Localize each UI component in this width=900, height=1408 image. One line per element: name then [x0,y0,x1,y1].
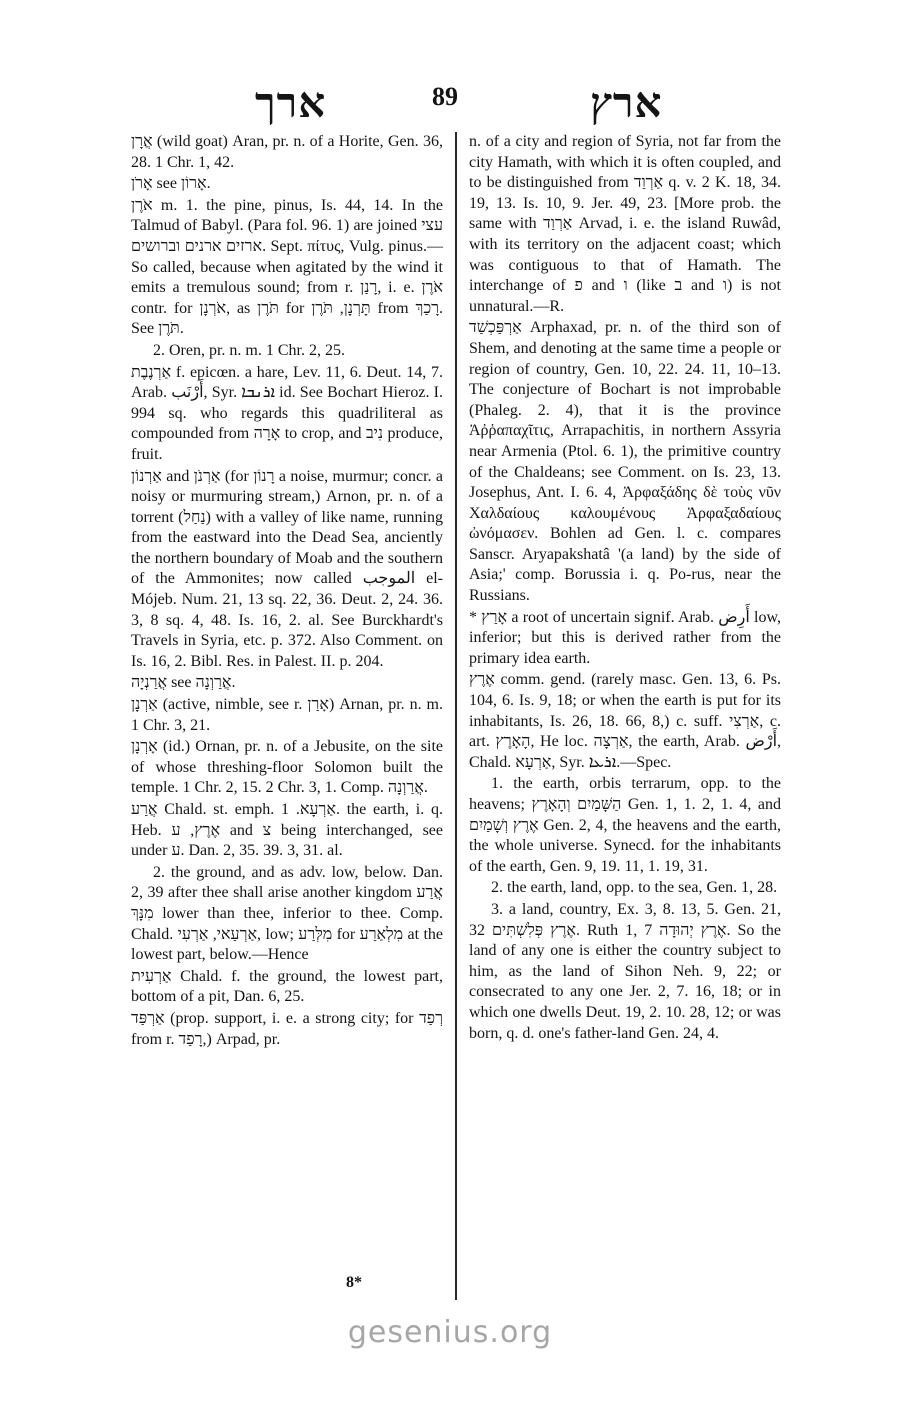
entry-araniah-see: אֲרַנְיָה see אֲרַוְנָה. [131,674,236,692]
entry-arnon: אַרְנוֹן and אַרְנֹן (for רָנוֹן a noise, murmur; concr. a noisy or murmuring stream,) Arnon, pr. n. of a torrent (נַחַל) with a valley of like name, running from the eastward into the Dead Sea, anciently the northern boundary of Moab and the southern of the Ammonites; now called الموجب el-Mójeb. Num. 21, 13 sq. 22, 36. Deut. 2, 24. 36. 3, 8 sq. 4, 48. Is. 16, 2. al. See Burckhardt's Travels in Syria, etc. p. 372. Also Comment. on Is. 16, 2. Bibl. Res. in Palest. II. p. 204. [131,467,444,670]
entry-erets-sense-2: 2. the earth, land, opp. to the sea, Gen. 1, 28. [491,879,778,897]
entry-oren: אֹרֶן m. 1. the pine, pinus, Is. 44, 14. In the Talmud of Babyl. (Para fol. 96. 1) are joined עצי ארזים ארנים וברושים. Sept. πίτυς, Vulg. pinus.—So called, because when agitated by the wind it emits a tremulous sound; from r. רָנַן, i. e. אֹרֶן contr. for אֹרְנָן, as תֹּרֶן for תָּרְנָן, תֹּרֶן from רָכַךְ. See תֹּרֶן. [131,196,444,338]
entry-arpad-continued: n. of a city and region of Syria, not far from the city Hamath, with which it is often coupled, and to be distinguished from אַרְוַד q. v. 2 K. 18, 34. 19, 13. Is. 10, 9. Jer. 49, 23. [More prob. the same with אַרְוַד Arvad, i. e. the island Ruwâd, with its territory on the adjacent coast; which was contiguous to that of Hamath. The interchange of פ and ו (like ב and ו) is not unnatural.—R. [469,133,782,315]
entry-arith-chald: אַרְעִית Chald. f. the ground, the lowest part, bottom of a pit, Dan. 6, 25. [131,967,443,1006]
entry-erets-sense-3: 3. a land, country, Ex. 3, 8. 13, 5. Gen. 21, 32 אֶרֶץ פְּלִשְׁתִּים. Ruth 1, 7 אֶרֶץ יְהוּדָה. So the land of any one is either the country subject to him, as the land of Sihon Neh. 9, 22; or consecrated to any one Jer. 2, 7. 16, 18; or in which one dwells Deut. 19, 2. 10. 28, 12; or was born, q. d. one's father-land Gen. 24, 4. [469,900,782,1042]
left-column [131,132,443,1050]
entry-ara-sense-2: 2. the ground, and as adv. low, below. Dan. 2, 39 after thee shall arise another kingdom אֲרַע מִנָּךְ lower than thee, inferior to thee. Comp. Chald. אַרְעַאי, אַרְעִי, low; מִלְּרַע for מִלְאַרַע at the lowest part, below.—Hence [131,863,444,964]
right-running-headword: ארץ [590,81,663,127]
entry-oren-sense-2: 2. Oren, pr. n. m. 1 Chr. 2, 25. [153,341,345,359]
right-column [469,132,781,1044]
entry-arphaxad: אַרְפַּכְשַׁד Arphaxad, pr. n. of the third son of Shem, and denoting at the same time a people or region of country, Gen. 10, 22. 24. 11, 10–13. The conjecture of Bochart is not improbable (Phaleg. 2. 4), that it is the province Ἀῤῥαπαχῖτις, Arrapachitis, in northern Assyria near Armenia (Ptol. 6. 1), the primitive country of the Chaldeans; see Comment. on Is. 23, 13. Josephus, Ant. I. 6. 4, Ἀρφαξάδης δὲ τοὺς νῦν Χαλδαίους καλουμένους Ἀρφαξαδαίους ὠνόμασεν. Bohlen ad Gen. l. c. compares Sanscr. Aryapakshatâ '(a land) by the side of Asia;' comp. Borussia i. q. Po-rus, near the Russians. [469,319,781,605]
page-header [0,80,900,126]
page-number: 89 [432,82,458,111]
entry-arnan: אַרְנָן (active, nimble, see r. אָרַן) Arnan, pr. n. m. 1 Chr. 3, 21. [131,696,444,734]
entry-arats-root: * אָרַץ a root of uncertain signif. Arab. أَرِض low, inferior; but this is derived rather from the primary idea earth. [469,608,781,667]
entry-ara-chald: אֲרַע Chald. st. emph. אַרְעָא. 1. the earth, i. q. Heb. אֶרֶץ, ע and צ being interchanged, see under ע. Dan. 2, 35. 39. 3, 31. al. [131,801,443,860]
column-divider [455,132,457,1300]
entry-erets: אֶרֶץ comm. gend. (rarely masc. Gen. 13, 6. Ps. 104, 6. Is. 9, 18; or when the earth is put for its inhabitants, Is. 26, 18. 66, 8,) c. suff. אַרְצִי, c. art. הָאָרֶץ, He loc. אַרְצָה, the earth, Arab. أَرْض, Chald. אַרְעָא, Syr. ܐܪܥܐ.—Spec. [469,671,782,771]
left-running-headword: ארך [255,81,327,127]
entry-aron-see: אָרֹן see אָרוֹן. [131,175,211,193]
entry-arpad: אַרְפַּד (prop. support, i. e. a strong city; for רְפַד from r. רָפַד,) Arpad, pr. [131,1009,443,1048]
signature-mark: 8* [346,1274,362,1291]
entry-erets-sense-1: 1. the earth, orbis terrarum, opp. to the heavens; הַשָּׁמַיִם וְהָאָרֶץ Gen. 1, 1. 2, 1. 4, and אֶרֶץ וְשָׁמַיִם Gen. 2, 4, the heavens and the earth, the whole universe. Synecd. for the inhabitants of the earth, Gen. 9, 19. 11, 1. 19, 31. [469,775,781,875]
entry-aran: אֲרָן (wild goat) Aran, pr. n. of a Horite, Gen. 36, 28. 1 Chr. 1, 42. [131,133,443,171]
entry-arnebeth: אַרְנֶבֶת f. epicœn. a hare, Lev. 11, 6. Deut. 14, 7. Arab. أَرْنَب, Syr. ܐܪܢܒܐ id. See Bochart Hieroz. I. 994 sq. who regards this quadriliteral as compounded from אָרָה to crop, and נִיב produce, fruit. [131,363,443,463]
watermark: gesenius.org [347,1315,553,1350]
entry-ornan: אָרְנָן (id.) Ornan, pr. n. of a Jebusite, on the site of whose threshing-floor Solomon built the temple. 1 Chr. 2, 15. 2 Chr. 3, 1. Comp. אֲרַוְנָה. [131,738,443,797]
